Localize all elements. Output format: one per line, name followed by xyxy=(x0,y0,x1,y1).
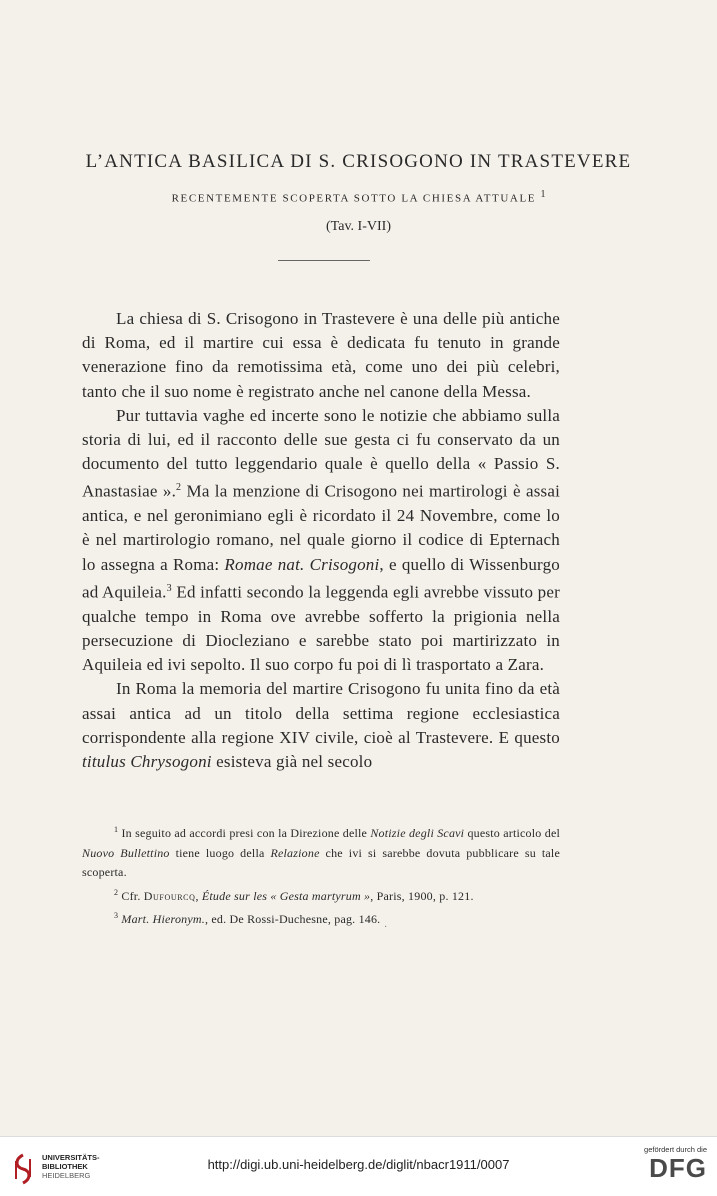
footnote-1 xyxy=(82,820,560,883)
title-divider xyxy=(278,260,370,261)
text-span: In seguito ad accordi presi con la Direzione delle xyxy=(118,826,371,840)
dfg-logo-icon: DFG xyxy=(649,1153,707,1183)
text-span: , e quello di Wissenburgo ad Aquileia. xyxy=(82,554,560,602)
footnotes xyxy=(82,820,560,930)
italic-citation: Romae nat. Crisogoni xyxy=(224,554,380,574)
text-span: Ma la menzione di Crisogono nei martirologi è assai antica, e nel geronimiano egli è ricordato il 24 Novembre, come lo è nel martirologio romano, nel quale giorno il codice di Epternach lo assegna a Roma: xyxy=(82,482,560,574)
funder-logo[interactable] xyxy=(625,1145,707,1182)
article-title: L’ANTICA BASILICA DI S. CRISOGONO IN TRASTEVERE xyxy=(85,151,632,172)
text-span: esisteva già nel secolo xyxy=(211,751,373,771)
text-span: Cfr. xyxy=(118,888,144,903)
viewer-footer xyxy=(0,1136,717,1196)
body-text xyxy=(82,307,560,774)
footnote-number: 3 xyxy=(114,911,119,921)
text-span: Pur tuttavia vaghe ed incerte sono le notizie che abbiamo sulla storia di lui, ed il racconto delle sue gesta ci fu conservato da un documento del tutto leggendario quale è quello della « Passio S. Anastasiae ». xyxy=(82,405,560,502)
author-name: Dufourcq xyxy=(143,888,196,903)
permalink-url[interactable]: http://digi.ub.uni-heidelberg.de/diglit/nbacr1911/0007 xyxy=(207,1157,510,1172)
paragraph-2 xyxy=(82,404,560,678)
italic-citation: Nuovo Bullettino xyxy=(82,845,170,860)
footnote-3 xyxy=(82,906,560,930)
text-span: , Paris, 1900, p. 121. xyxy=(370,888,474,903)
italic-citation: Relazione xyxy=(270,845,320,860)
text-span: In Roma la memoria del martire Crisogono fu unita fino da età assai antica ad un titolo della settima regione ecclesiastica corrispondente alla regione XIV civile, cioè al Trastevere. E questo xyxy=(82,679,560,747)
italic-citation: titulus Chrysogoni xyxy=(82,751,212,771)
library-name-line: UNIVERSITÄTS- xyxy=(42,1153,100,1162)
funder-caption: gefördert durch die xyxy=(644,1145,707,1154)
text-span: , xyxy=(195,888,202,903)
text-span: , ed. De Rossi-Duchesne, pag. 146. xyxy=(204,912,381,927)
footnote-ref-2: 2 xyxy=(176,482,182,494)
footnote-ref-3: 3 xyxy=(166,582,172,594)
paragraph-1: La chiesa di S. Crisogono in Trastevere è una delle più antiche di Roma, ed il martire cui essa è dedicata fu tenuto in grande venerazione fino da remotissima età, come uno dei più celebri, tanto che il suo nome è registrato anche nel canone della Messa. xyxy=(82,309,560,401)
print-mark: · xyxy=(384,922,388,933)
article-subtitle xyxy=(60,189,657,205)
paragraph-3 xyxy=(82,677,560,774)
text-span: questo articolo del xyxy=(464,826,561,840)
library-name-line: HEIDELBERG xyxy=(42,1171,91,1181)
text-span: Ed infatti secondo la leggenda egli avrebbe vissuto per qualche tempo in Roma ove avrebbe sofferto la prigionia nella persecuzione di Diocleziano e sarebbe stato poi martirizzato in Aquileia ed ivi sepolto. Il suo corpo fu poi di lì trasportato a Zara. xyxy=(82,582,560,675)
library-name-line: BIBLIOTHEK xyxy=(42,1162,88,1172)
italic-citation: Étude sur les « Gesta martyrum » xyxy=(201,888,371,903)
italic-citation: Mart. Hieronym. xyxy=(121,912,205,927)
footnote-number: 2 xyxy=(114,887,119,897)
plate-reference: (Tav. I-VII) xyxy=(326,219,391,234)
text-span: tiene luogo della xyxy=(169,845,271,860)
text-span: che ivi si sarebbe dovuta pubblicare su tale scoperta. xyxy=(82,845,560,880)
italic-citation: Notizie degli Scavi xyxy=(370,826,465,840)
subtitle-text: RECENTEMENTE SCOPERTA SOTTO LA CHIESA ATTUALE xyxy=(171,192,537,205)
footnote-ref-1: 1 xyxy=(540,189,546,200)
footnote-number: 1 xyxy=(114,825,119,834)
footnote-2 xyxy=(82,883,560,907)
